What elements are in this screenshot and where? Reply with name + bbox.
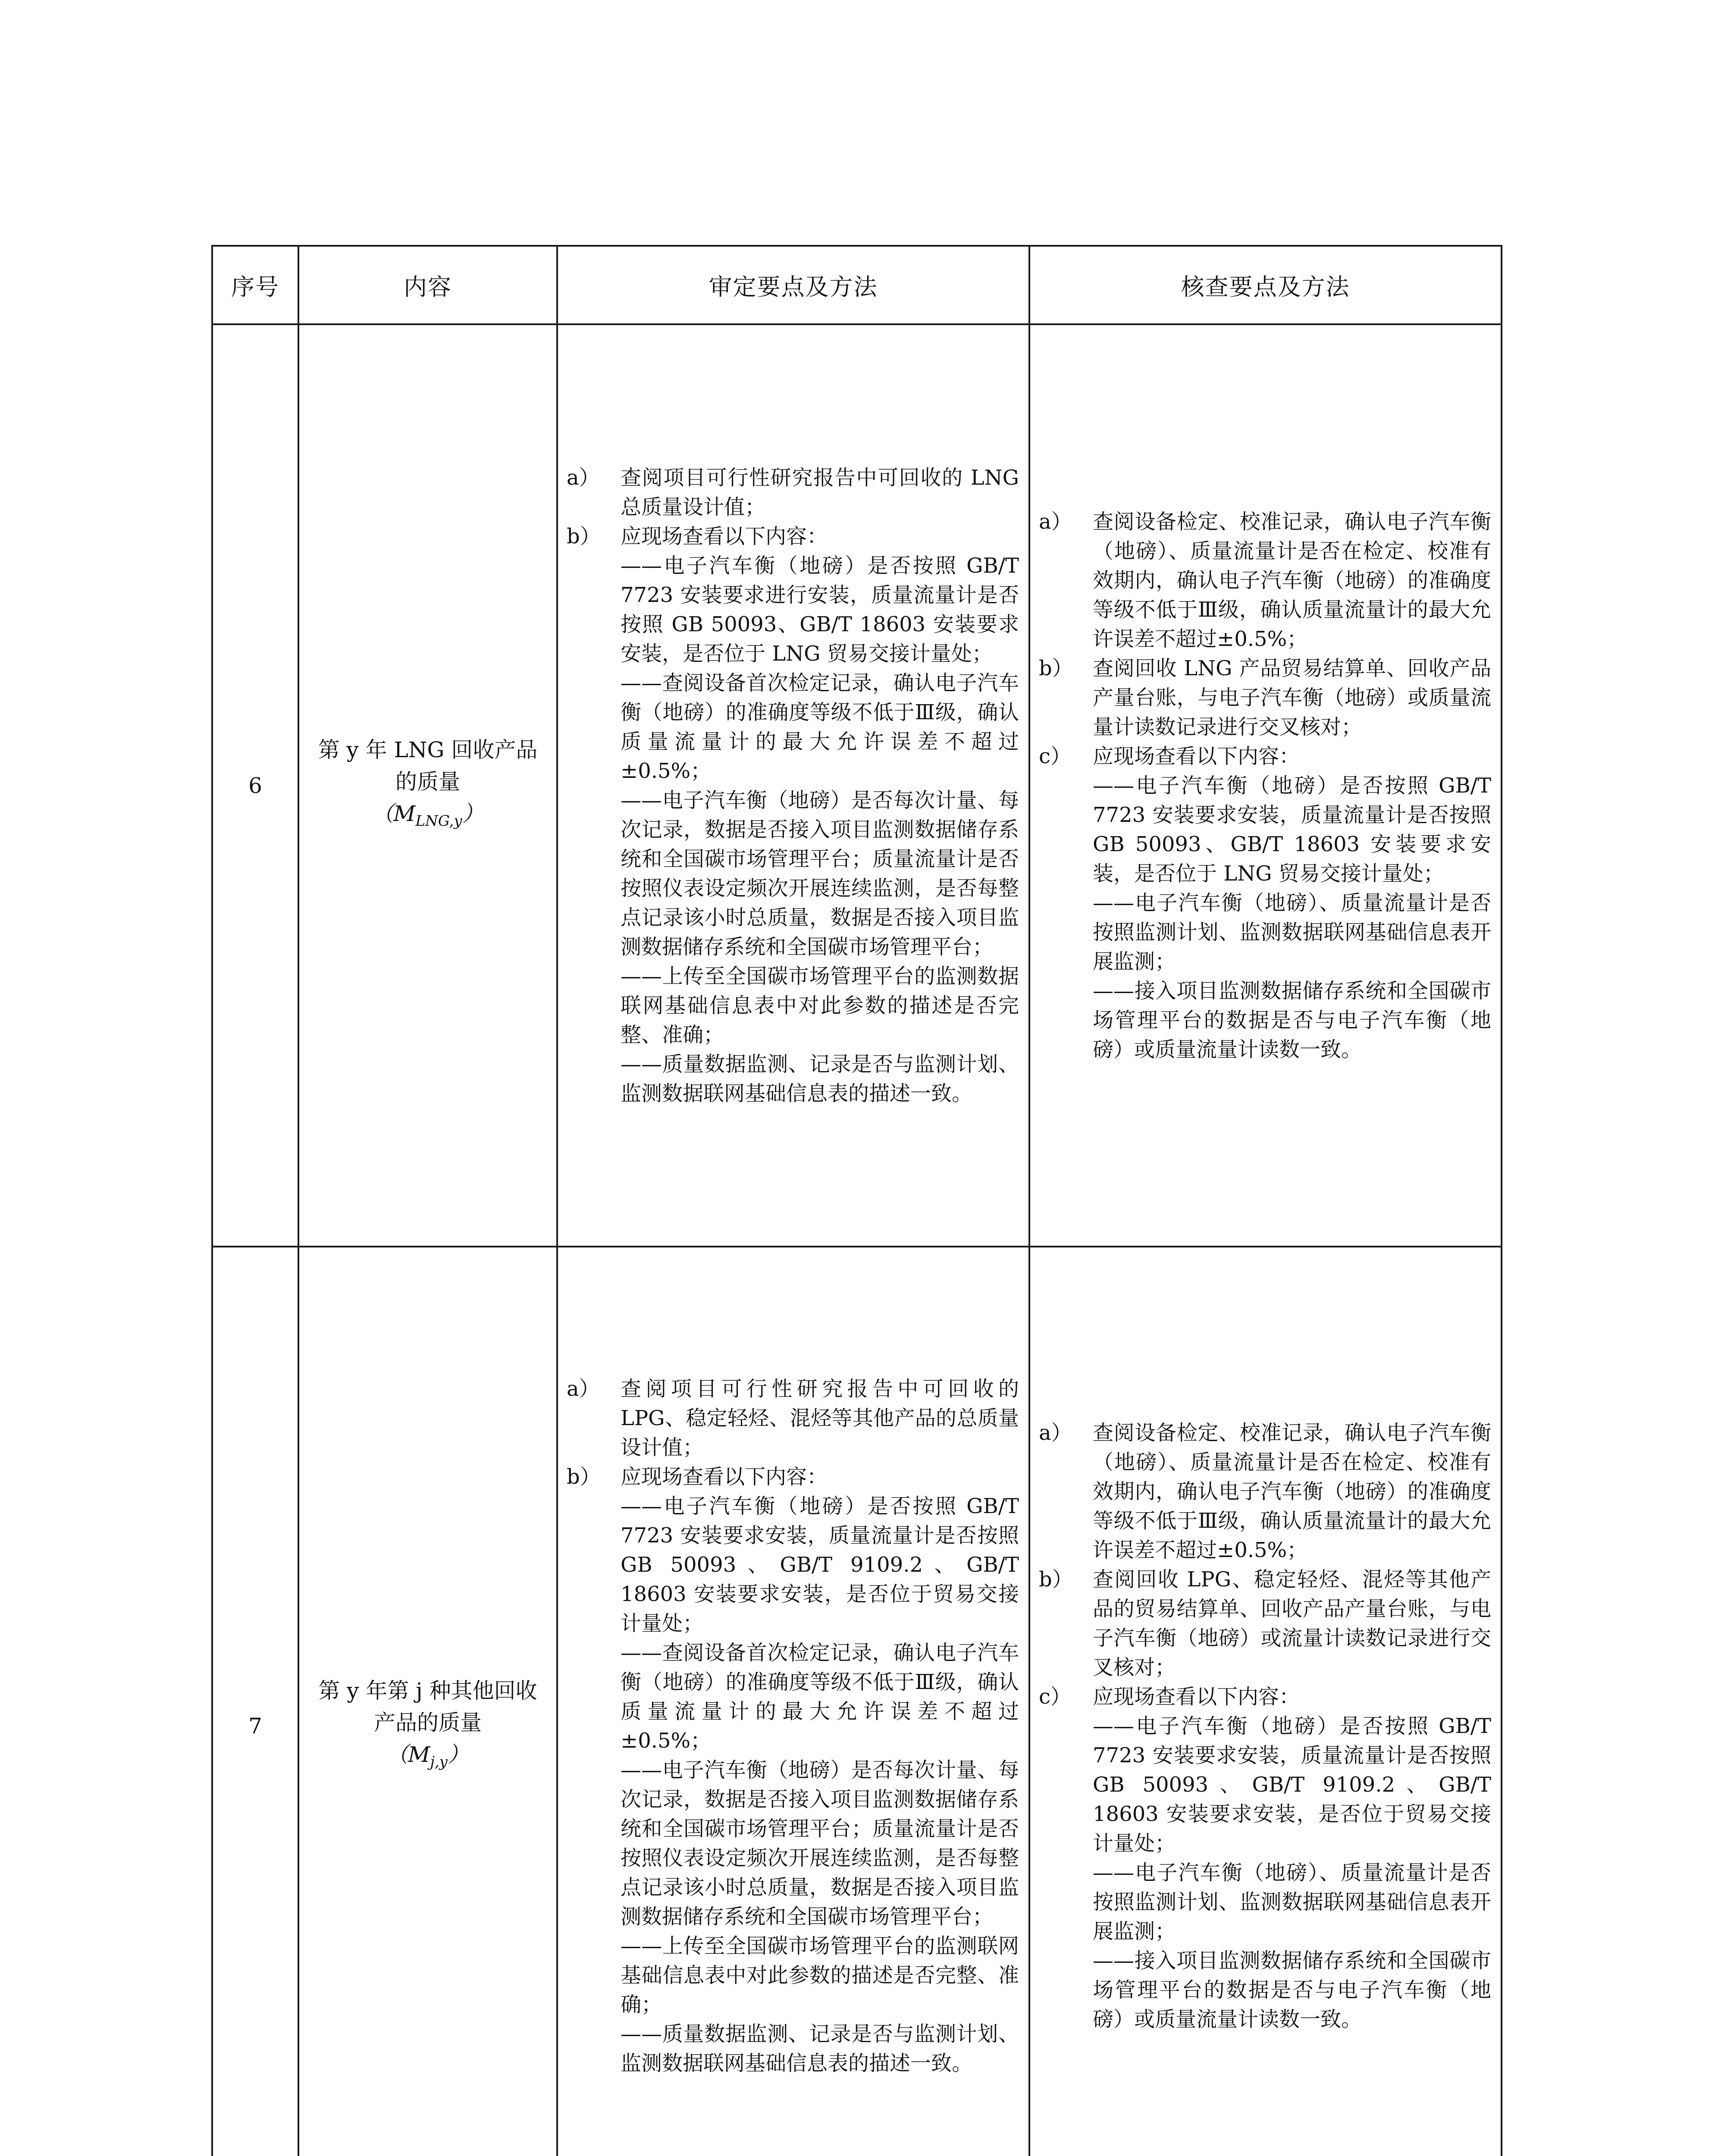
list-text: 应现场查看以下内容： bbox=[1093, 744, 1300, 768]
header-verify-method: 核查要点及方法 bbox=[1029, 246, 1502, 324]
sub-list-item: ——质量数据监测、记录是否与监测计划、监测数据联网基础信息表的描述一致。 bbox=[621, 2022, 1019, 2075]
review-points bbox=[557, 324, 1029, 1247]
list-item bbox=[567, 522, 1019, 551]
list-text: 查阅设备检定、校准记录，确认电子汽车衡（地磅）、质量流量计是否在检定、校准有效期内，确认电子汽车衡（地磅）的准确度等级不低于Ⅲ级，确认质量流量计的最大允许误差不超过±0.5%； bbox=[1093, 509, 1491, 651]
list-item bbox=[1039, 507, 1491, 654]
verify-points bbox=[1029, 324, 1502, 1247]
parameter-name: 第 y 年 LNG 回收产品的质量 bbox=[318, 737, 538, 794]
list-marker: a） bbox=[567, 1377, 600, 1401]
sub-list-item: ——电子汽车衡（地磅）、质量流量计是否按照监测计划、监测数据联网基础信息表开展监测； bbox=[1093, 890, 1491, 974]
sub-list-item: ——电子汽车衡（地磅）是否按照 GB/T 7723 安装要求安装，质量流量计是否按照 GB 50093、GB/T 9109.2、GB/T 18603 安装要求安装，是否位于贸易交接计量处； bbox=[621, 1494, 1019, 1636]
verify-points bbox=[1029, 1247, 1502, 2156]
list-item bbox=[567, 463, 1019, 522]
list-marker: c） bbox=[1039, 744, 1071, 768]
sub-list-item: ——上传至全国碳市场管理平台的监测数据联网基础信息表中对此参数的描述是否完整、准确； bbox=[621, 964, 1019, 1047]
list-marker: b） bbox=[1039, 1567, 1073, 1592]
row-content bbox=[298, 324, 557, 1247]
list-text: 查阅回收 LNG 产品贸易结算单、回收产品产量台账，与电子汽车衡（地磅）或质量流量计读数记录进行交叉核对； bbox=[1093, 656, 1491, 739]
sub-list-item: ——电子汽车衡（地磅）是否按照 GB/T 7723 安装要求安装，质量流量计是否按照 GB 50093、GB/T 18603 安装要求安装，是否位于 LNG 贸易交接计量处； bbox=[1093, 773, 1491, 886]
list-text: 查阅设备检定、校准记录，确认电子汽车衡（地磅）、质量流量计是否在检定、校准有效期内，确认电子汽车衡（地磅）的准确度等级不低于Ⅲ级，确认质量流量计的最大允许误差不超过±0.5%； bbox=[1093, 1421, 1491, 1562]
sub-list-item: ——接入项目监测数据储存系统和全国碳市场管理平台的数据是否与电子汽车衡（地磅）或质量流量计读数一致。 bbox=[1093, 1949, 1491, 2031]
row-number: 7 bbox=[212, 1247, 298, 2156]
sub-list-item: ——电子汽车衡（地磅）是否按照 GB/T 7723 安装要求安装，质量流量计是否按照 GB 50093、GB/T 9109.2、GB/T 18603 安装要求安装，是否位于贸易交接计量处； bbox=[1093, 1714, 1491, 1855]
list-item bbox=[1039, 1418, 1491, 1565]
sub-list-item: ——查阅设备首次检定记录，确认电子汽车衡（地磅）的准确度等级不低于Ⅲ级，确认质量流量计的最大允许误差不超过±0.5%； bbox=[621, 671, 1019, 783]
sub-list-item: ——查阅设备首次检定记录，确认电子汽车衡（地磅）的准确度等级不低于Ⅲ级，确认质量流量计的最大允许误差不超过±0.5%； bbox=[621, 1641, 1019, 1753]
list-item bbox=[1039, 1682, 1491, 1711]
table-header-row bbox=[212, 246, 1502, 324]
list-text: 应现场查看以下内容： bbox=[621, 1465, 828, 1489]
header-no: 序号 bbox=[212, 246, 298, 324]
list-item bbox=[1039, 654, 1491, 742]
row-number: 6 bbox=[212, 324, 298, 1247]
sub-list-item: ——电子汽车衡（地磅）是否每次计量、每次记录，数据是否接入项目监测数据储存系统和全国碳市场管理平台；质量流量计是否按照仪表设定频次开展连续监测，是否每整点记录该小时总质量，数据是否接入项目监测数据储存系统和全国碳市场管理平台； bbox=[621, 1758, 1019, 1929]
list-item bbox=[1039, 742, 1491, 771]
row-content bbox=[298, 1247, 557, 2156]
list-marker: c） bbox=[1039, 1685, 1071, 1709]
sub-list-item: ——上传至全国碳市场管理平台的监测联网基础信息表中对此参数的描述是否完整、准确； bbox=[621, 1934, 1019, 2017]
parameter-symbol: $(M_{j,y})$ bbox=[386, 1742, 469, 1771]
review-points bbox=[557, 1247, 1029, 2156]
header-review-method: 审定要点及方法 bbox=[557, 246, 1029, 324]
table-row bbox=[212, 1247, 1502, 2156]
list-text: 查阅项目可行性研究报告中可回收的 LNG 总质量设计值； bbox=[621, 465, 1019, 519]
list-text: 查阅项目可行性研究报告中可回收的 LPG、稳定轻烃、混烃等其他产品的总质量设计值； bbox=[621, 1377, 1019, 1460]
list-marker: b） bbox=[1039, 656, 1073, 680]
list-marker: b） bbox=[567, 524, 601, 548]
table-row bbox=[212, 324, 1502, 1247]
sub-list-item: ——接入项目监测数据储存系统和全国碳市场管理平台的数据是否与电子汽车衡（地磅）或质量流量计读数一致。 bbox=[1093, 978, 1491, 1062]
list-marker: a） bbox=[1039, 509, 1072, 534]
audit-table bbox=[211, 245, 1502, 2156]
sub-list-item: ——电子汽车衡（地磅）是否按照 GB/T 7723 安装要求进行安装，质量流量计是否按照 GB 50093、GB/T 18603 安装要求安装，是否位于 LNG 贸易交接计量处； bbox=[621, 553, 1019, 666]
sub-list-item: ——质量数据监测、记录是否与监测计划、监测数据联网基础信息表的描述一致。 bbox=[621, 1052, 1019, 1106]
list-text: 查阅回收 LPG、稳定轻烃、混烃等其他产品的贸易结算单、回收产品产量台账，与电子汽车衡（地磅）或流量计读数记录进行交叉核对； bbox=[1093, 1567, 1491, 1680]
list-text: 应现场查看以下内容： bbox=[1093, 1685, 1300, 1709]
parameter-symbol: $(M_{LNG,y})$ bbox=[372, 801, 484, 830]
list-marker: a） bbox=[1039, 1421, 1072, 1445]
list-item bbox=[567, 1462, 1019, 1492]
list-marker: a） bbox=[567, 465, 600, 490]
parameter-name: 第 y 年第 j 种其他回收产品的质量 bbox=[318, 1678, 537, 1735]
header-content: 内容 bbox=[298, 246, 557, 324]
list-item bbox=[1039, 1565, 1491, 1682]
list-marker: b） bbox=[567, 1465, 601, 1489]
list-text: 应现场查看以下内容： bbox=[621, 524, 828, 548]
list-item bbox=[567, 1374, 1019, 1462]
sub-list-item: ——电子汽车衡（地磅）、质量流量计是否按照监测计划、监测数据联网基础信息表开展监测； bbox=[1093, 1861, 1491, 1943]
sub-list-item: ——电子汽车衡（地磅）是否每次计量、每次记录，数据是否接入项目监测数据储存系统和全国碳市场管理平台；质量流量计是否按照仪表设定频次开展连续监测，是否每整点记录该小时总质量，数据是否接入项目监测数据储存系统和全国碳市场管理平台； bbox=[621, 788, 1019, 959]
